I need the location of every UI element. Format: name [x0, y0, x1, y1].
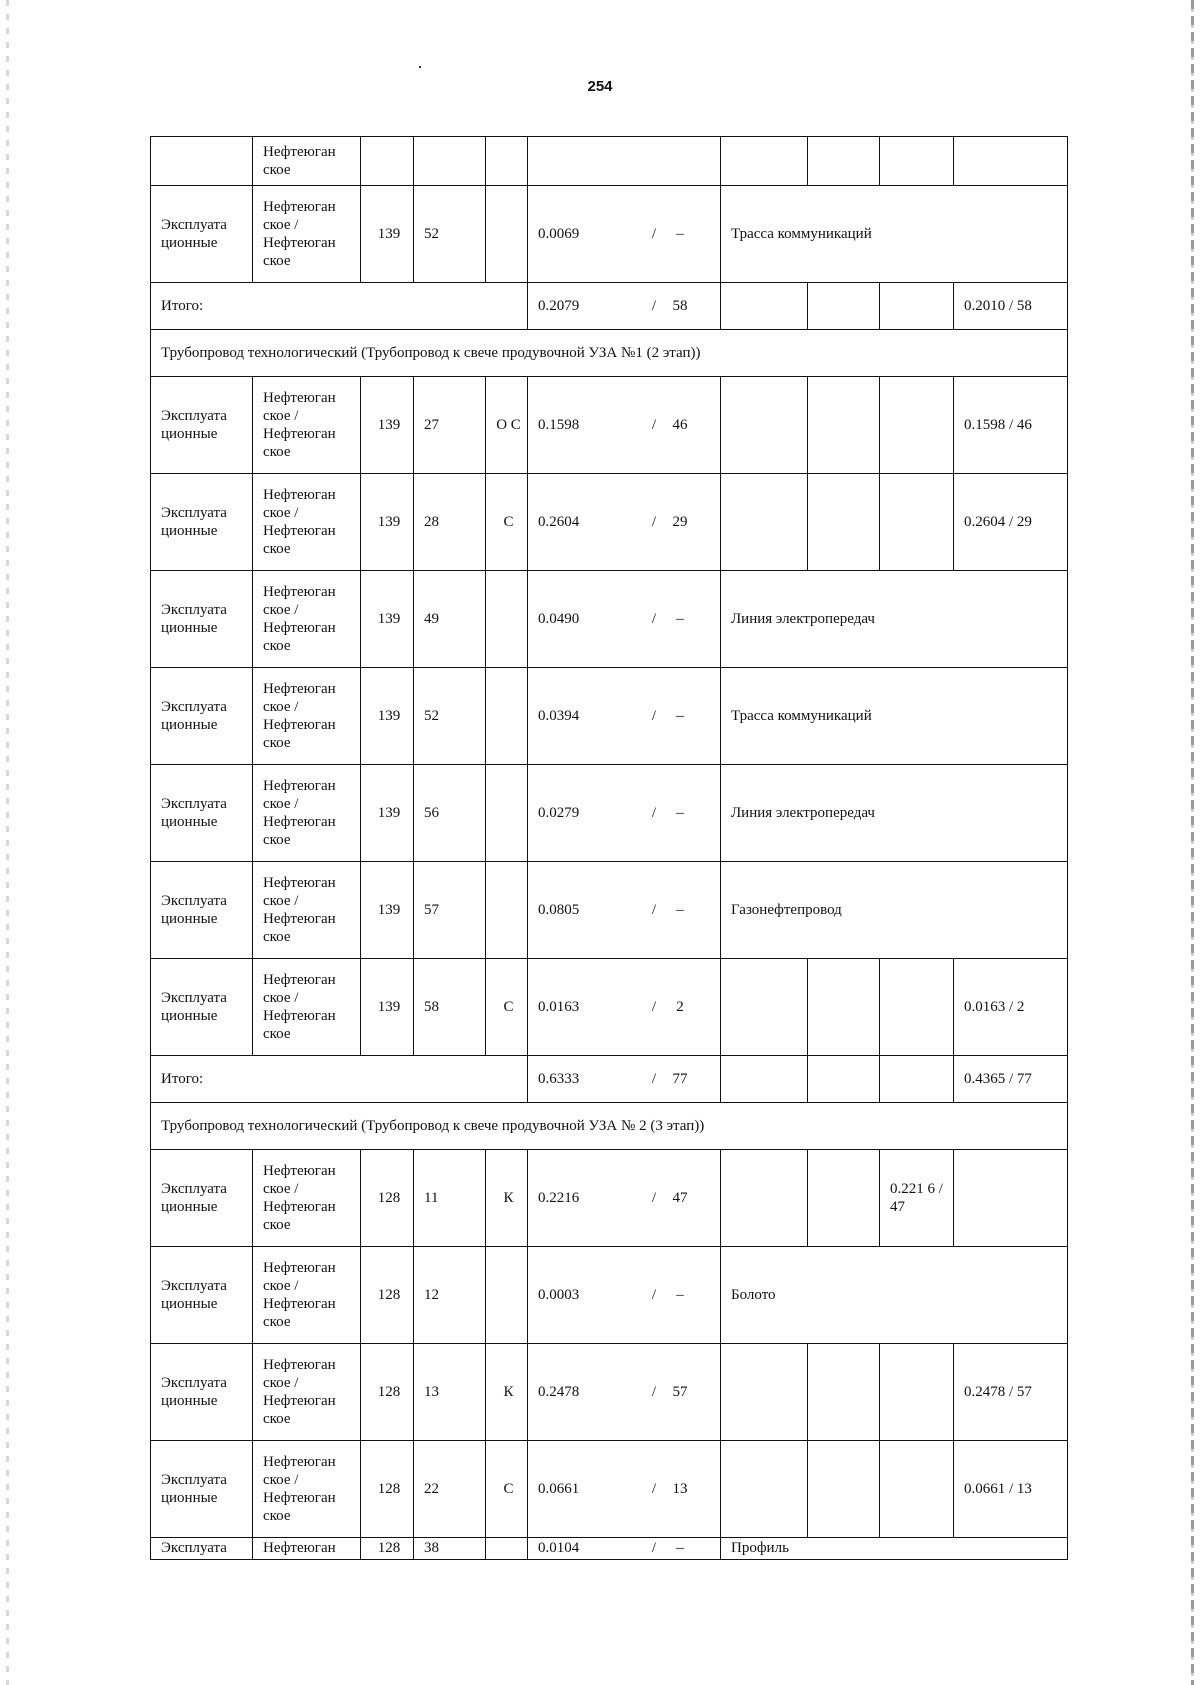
land-category-cell: Эксплуата ционные [151, 765, 253, 862]
plot-count: – [676, 708, 684, 724]
value-cell [721, 959, 808, 1056]
value-cell [808, 1344, 880, 1441]
area-value: 0.2216 [538, 1190, 580, 1206]
allotment-cell: 11 [414, 1150, 486, 1247]
note-cell: Газонефтепровод [721, 862, 1068, 959]
area-value: 0.0279 [538, 805, 580, 821]
table-row [151, 1441, 1068, 1538]
forestry-cell: Нефтеюган ское / Нефтеюган ское [253, 1150, 361, 1247]
forestry-cell: Нефтеюган ское / Нефтеюган ское [253, 571, 361, 668]
table-row [151, 862, 1068, 959]
area-separator: / [651, 514, 657, 530]
value-cell [808, 377, 880, 474]
value-cell: 0.221 6 / 47 [880, 1150, 954, 1247]
area-cell [528, 862, 721, 959]
table-body [151, 137, 1068, 1560]
area-separator: / [651, 1384, 657, 1400]
land-category-cell: Эксплуата ционные [151, 377, 253, 474]
code-cell [486, 1538, 528, 1560]
allotment-cell: 27 [414, 377, 486, 474]
value-cell [808, 474, 880, 571]
plot-count: – [676, 1540, 684, 1556]
plot-count: 2 [676, 999, 684, 1015]
area-separator: / [651, 1190, 657, 1206]
quarter-cell: 128 [361, 1344, 414, 1441]
area-value: 0.6333 [538, 1071, 580, 1087]
note-cell: Болото [721, 1247, 1068, 1344]
area-separator: / [651, 226, 657, 242]
table-row [151, 1150, 1068, 1247]
area-cell [528, 959, 721, 1056]
code-cell: К [486, 1344, 528, 1441]
plot-count: 29 [672, 514, 688, 530]
area-value: 0.2079 [538, 298, 580, 314]
quarter-cell: 128 [361, 1441, 414, 1538]
table-row [151, 137, 1068, 186]
quarter-cell: 128 [361, 1150, 414, 1247]
plot-count: – [676, 611, 684, 627]
value-cell [721, 377, 808, 474]
table-row [151, 1538, 1068, 1560]
value-cell [721, 1344, 808, 1441]
forestry-cell: Нефтеюган ское / Нефтеюган ское [253, 377, 361, 474]
land-category-cell: Эксплуата ционные [151, 1247, 253, 1344]
table-row [151, 959, 1068, 1056]
quarter-cell: 128 [361, 1538, 414, 1560]
empty-cell [486, 137, 528, 186]
forestry-cell: Нефтеюган ское / Нефтеюган ское [253, 765, 361, 862]
quarter-cell: 139 [361, 862, 414, 959]
area-separator: / [651, 1287, 657, 1303]
code-cell [486, 862, 528, 959]
quarter-cell: 139 [361, 959, 414, 1056]
plot-count: 57 [672, 1384, 688, 1400]
total-value-cell: 0.1598 / 46 [954, 377, 1068, 474]
area-cell [528, 137, 721, 186]
area-cell [528, 571, 721, 668]
empty-cell [880, 137, 954, 186]
plot-count: 77 [672, 1071, 688, 1087]
table-row [151, 1056, 1068, 1103]
table-row [151, 668, 1068, 765]
value-cell [880, 377, 954, 474]
empty-cell [361, 137, 414, 186]
area-cell [528, 377, 721, 474]
forestry-cell: Нефтеюган ское / Нефтеюган ское [253, 1441, 361, 1538]
value-cell [880, 474, 954, 571]
total-value-cell [954, 1150, 1068, 1247]
table-row [151, 330, 1068, 377]
allotment-cell: 49 [414, 571, 486, 668]
allotment-cell: 52 [414, 668, 486, 765]
code-cell: К [486, 1150, 528, 1247]
area-cell [528, 1344, 721, 1441]
total-label: Итого: [151, 1056, 528, 1103]
allotment-cell: 57 [414, 862, 486, 959]
quarter-cell: 139 [361, 765, 414, 862]
area-value: 0.0003 [538, 1287, 580, 1303]
value-cell [880, 1344, 954, 1441]
code-cell [486, 571, 528, 668]
allotment-cell: 58 [414, 959, 486, 1056]
total-value-cell: 0.2478 / 57 [954, 1344, 1068, 1441]
total-value-cell: 0.0661 / 13 [954, 1441, 1068, 1538]
table-row [151, 1344, 1068, 1441]
note-cell: Трасса коммуникаций [721, 186, 1068, 283]
area-value: 0.1598 [538, 417, 580, 433]
land-category-cell: Эксплуата ционные [151, 1344, 253, 1441]
plot-count: 46 [672, 417, 688, 433]
empty-cell [721, 283, 808, 330]
section-heading: Трубопровод технологический (Трубопровод к свече продувочной УЗА № 2 (3 этап)) [151, 1103, 1068, 1150]
area-cell [528, 1247, 721, 1344]
forestry-cell: Нефтеюган ское [253, 137, 361, 186]
land-category-cell: Эксплуата ционные [151, 571, 253, 668]
area-cell [528, 474, 721, 571]
forestry-cell: Нефтеюган ское / Нефтеюган ское [253, 474, 361, 571]
code-cell [486, 186, 528, 283]
scan-left-edge [6, 0, 9, 1685]
table-row [151, 474, 1068, 571]
code-cell [486, 668, 528, 765]
total-value-cell: 0.2604 / 29 [954, 474, 1068, 571]
quarter-cell: 139 [361, 377, 414, 474]
forestry-cell: Нефтеюган [253, 1538, 361, 1560]
area-separator: / [651, 611, 657, 627]
scan-right-edge [1191, 0, 1194, 1685]
code-cell: С [486, 959, 528, 1056]
quarter-cell: 128 [361, 1247, 414, 1344]
total-value-cell: 0.0163 / 2 [954, 959, 1068, 1056]
plot-count: – [676, 226, 684, 242]
value-cell [808, 1441, 880, 1538]
allotment-cell: 22 [414, 1441, 486, 1538]
value-cell [880, 959, 954, 1056]
area-cell [528, 668, 721, 765]
area-value: 0.0069 [538, 226, 580, 242]
area-separator: / [651, 1071, 657, 1087]
area-cell [528, 1150, 721, 1247]
forestry-cell: Нефтеюган ское / Нефтеюган ское [253, 959, 361, 1056]
area-value: 0.2604 [538, 514, 580, 530]
empty-cell [721, 137, 808, 186]
area-value: 0.0805 [538, 902, 580, 918]
value-cell [721, 1441, 808, 1538]
code-cell [486, 1247, 528, 1344]
value-cell [808, 959, 880, 1056]
note-cell: Трасса коммуникаций [721, 668, 1068, 765]
area-cell [528, 1538, 721, 1560]
note-cell: Линия электропередач [721, 765, 1068, 862]
area-separator: / [651, 805, 657, 821]
land-category-cell: Эксплуата [151, 1538, 253, 1560]
table-row [151, 571, 1068, 668]
code-cell: С [486, 474, 528, 571]
empty-cell [880, 1056, 954, 1103]
quarter-cell: 139 [361, 186, 414, 283]
empty-cell [954, 137, 1068, 186]
plot-count: 47 [672, 1190, 688, 1206]
allotment-cell: 28 [414, 474, 486, 571]
allotment-cell: 13 [414, 1344, 486, 1441]
total-value-cell: 0.2010 / 58 [954, 283, 1068, 330]
area-cell [528, 283, 721, 330]
land-category-cell: Эксплуата ционные [151, 1150, 253, 1247]
note-cell: Линия электропередач [721, 571, 1068, 668]
value-cell [721, 474, 808, 571]
code-cell: С [486, 1441, 528, 1538]
land-plot-table [150, 136, 1068, 1560]
area-separator: / [651, 999, 657, 1015]
area-separator: / [651, 417, 657, 433]
total-value-cell: 0.4365 / 77 [954, 1056, 1068, 1103]
empty-cell [808, 283, 880, 330]
land-category-cell: Эксплуата ционные [151, 186, 253, 283]
area-cell [528, 186, 721, 283]
area-cell [528, 1056, 721, 1103]
area-separator: / [651, 902, 657, 918]
area-cell [528, 1441, 721, 1538]
table-row [151, 765, 1068, 862]
allotment-cell: 12 [414, 1247, 486, 1344]
note-cell: Профиль [721, 1538, 1068, 1560]
area-value: 0.0394 [538, 708, 580, 724]
empty-cell [880, 283, 954, 330]
value-cell [880, 1441, 954, 1538]
area-value: 0.0104 [538, 1540, 580, 1556]
allotment-cell: 56 [414, 765, 486, 862]
land-category-cell: Эксплуата ционные [151, 1441, 253, 1538]
section-heading: Трубопровод технологический (Трубопровод к свече продувочной УЗА №1 (2 этап)) [151, 330, 1068, 377]
quarter-cell: 139 [361, 668, 414, 765]
land-category-cell: Эксплуата ционные [151, 668, 253, 765]
plot-count: 58 [672, 298, 688, 314]
table-row [151, 283, 1068, 330]
value-cell [808, 1150, 880, 1247]
plot-count: – [676, 902, 684, 918]
table-row [151, 1247, 1068, 1344]
forestry-cell: Нефтеюган ское / Нефтеюган ское [253, 668, 361, 765]
forestry-cell: Нефтеюган ское / Нефтеюган ское [253, 862, 361, 959]
land-category-cell: Эксплуата ционные [151, 862, 253, 959]
area-value: 0.0661 [538, 1481, 580, 1497]
page-number: 254 [587, 78, 613, 95]
code-cell [486, 765, 528, 862]
area-separator: / [651, 1540, 657, 1556]
code-cell: О С [486, 377, 528, 474]
table-row [151, 377, 1068, 474]
area-value: 0.0163 [538, 999, 580, 1015]
empty-cell [414, 137, 486, 186]
area-separator: / [651, 298, 657, 314]
table-row [151, 1103, 1068, 1150]
allotment-cell: 52 [414, 186, 486, 283]
forestry-cell: Нефтеюган ское / Нефтеюган ское [253, 1344, 361, 1441]
land-category-cell: Эксплуата ционные [151, 474, 253, 571]
empty-cell [808, 1056, 880, 1103]
area-separator: / [651, 1481, 657, 1497]
plot-count: – [676, 1287, 684, 1303]
area-separator: / [651, 708, 657, 724]
area-cell [528, 765, 721, 862]
area-value: 0.0490 [538, 611, 580, 627]
allotment-cell: 38 [414, 1538, 486, 1560]
quarter-cell: 139 [361, 474, 414, 571]
forestry-cell: Нефтеюган ское / Нефтеюган ское [253, 1247, 361, 1344]
value-cell [721, 1150, 808, 1247]
empty-cell [721, 1056, 808, 1103]
plot-count: 13 [672, 1481, 688, 1497]
land-category-cell [151, 137, 253, 186]
quarter-cell: 139 [361, 571, 414, 668]
total-label: Итого: [151, 283, 528, 330]
land-category-cell: Эксплуата ционные [151, 959, 253, 1056]
table-row [151, 186, 1068, 283]
area-value: 0.2478 [538, 1384, 580, 1400]
scan-speck [419, 66, 421, 68]
plot-count: – [676, 805, 684, 821]
empty-cell [808, 137, 880, 186]
forestry-cell: Нефтеюган ское / Нефтеюган ское [253, 186, 361, 283]
